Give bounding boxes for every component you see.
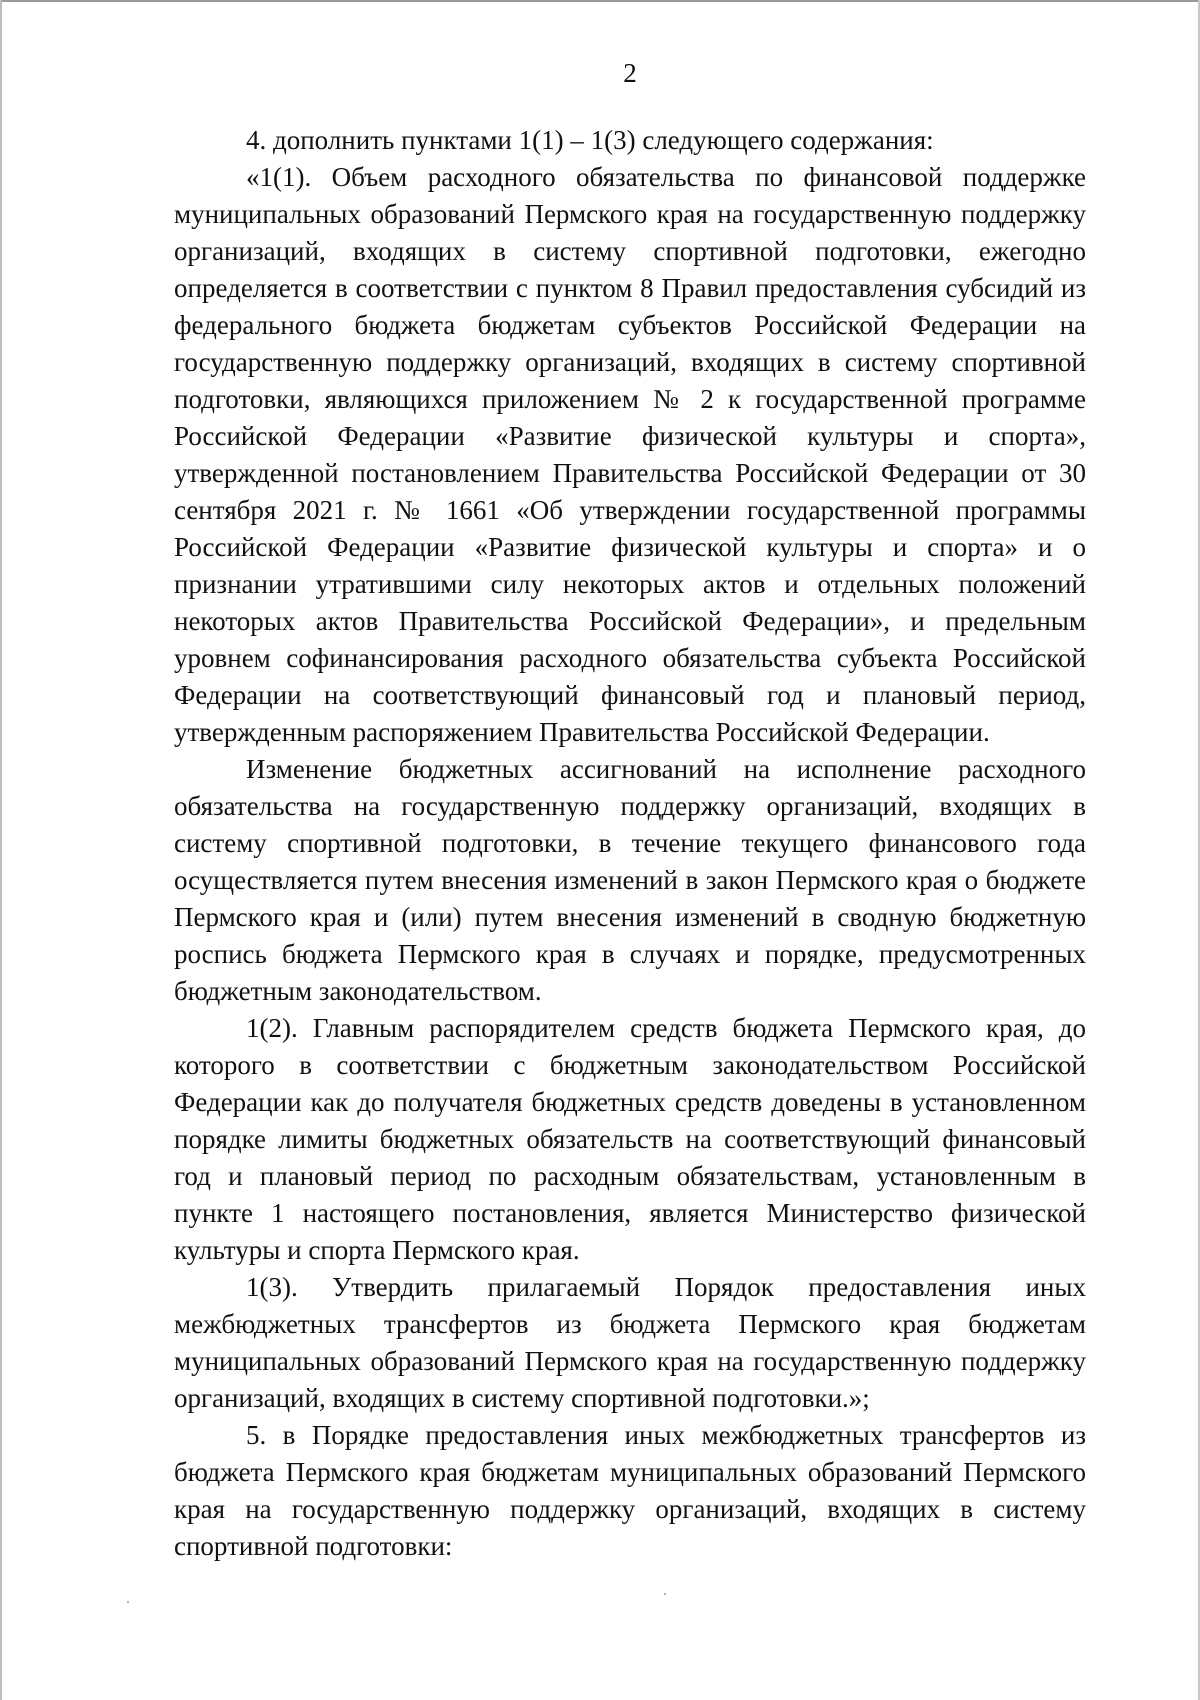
scan-speck: [664, 1593, 666, 1595]
paragraph-item-1-2: 1(2). Главным распорядителем средств бюджета Пермского края, до которого в соответствии с бюджетным законодательством Российской Федерации как до получателя бюджетных средств доведены в установленном порядке лимиты бюджетных обязательств на соответствующий финансовый год и плановый период по расходным обязательствам, установленным в пункте 1 настоящего постановления, является Министерство физической культуры и спорта Пермского края.: [174, 1013, 1086, 1265]
document-body: [174, 122, 1086, 1565]
scan-speck: [432, 969, 434, 971]
scan-speck: [127, 1601, 129, 1603]
scan-edge-left: [0, 0, 2, 1700]
paragraph-item-4: 4. дополнить пунктами 1(1) – 1(3) следующего содержания:: [246, 125, 934, 155]
scan-edge-top: [0, 0, 1200, 2]
paragraph-budget-changes: Изменение бюджетных ассигнований на исполнение расходного обязательства на государственную поддержку организаций, входящих в систему спортивной подготовки, в течение текущего финансового года осуществляется путем внесения изменений в закон Пермского края о бюджете Пермского края и (или) путем внесения изменений в сводную бюджетную роспись бюджета Пермского края в случаях и порядке, предусмотренных бюджетным законодательством.: [174, 754, 1086, 1006]
paragraph-item-1-1: «1(1). Объем расходного обязательства по финансовой поддержке муниципальных образований Пермского края на государственную поддержку организаций, входящих в систему спортивной подготовки, ежегодно определяется в соответствии с пунктом 8 Правил предоставления субсидий из федерального бюджета бюджетам субъектов Российской Федерации на государственную поддержку организаций, входящих в систему спортивной подготовки, являющихся приложением № 2 к государственной программе Российской Федерации «Развитие физической культуры и спорта», утвержденной постановлением Правительства Российской Федерации от 30 сентября 2021 г. № 1661 «Об утверждении государственной программы Российской Федерации «Развитие физической культуры и спорта» и о признании утратившими силу некоторых актов и отдельных положений некоторых актов Правительства Российской Федерации», и предельным уровнем софинансирования расходного обязательства субъекта Российской Федерации на соответствующий финансовый год и плановый период, утвержденным распоряжением Правительства Российской Федерации.: [174, 162, 1086, 747]
paragraph-item-5: 5. в Порядке предоставления иных межбюджетных трансфертов из бюджета Пермского края бюджетам муниципальных образований Пермского края на государственную поддержку организаций, входящих в систему спортивной подготовки:: [174, 1420, 1086, 1561]
paragraph-item-1-3: 1(3). Утвердить прилагаемый Порядок предоставления иных межбюджетных трансфертов из бюджета Пермского края бюджетам муниципальных образований Пермского края на государственную поддержку организаций, входящих в систему спортивной подготовки.»;: [174, 1272, 1086, 1413]
page-number: 2: [623, 58, 637, 88]
